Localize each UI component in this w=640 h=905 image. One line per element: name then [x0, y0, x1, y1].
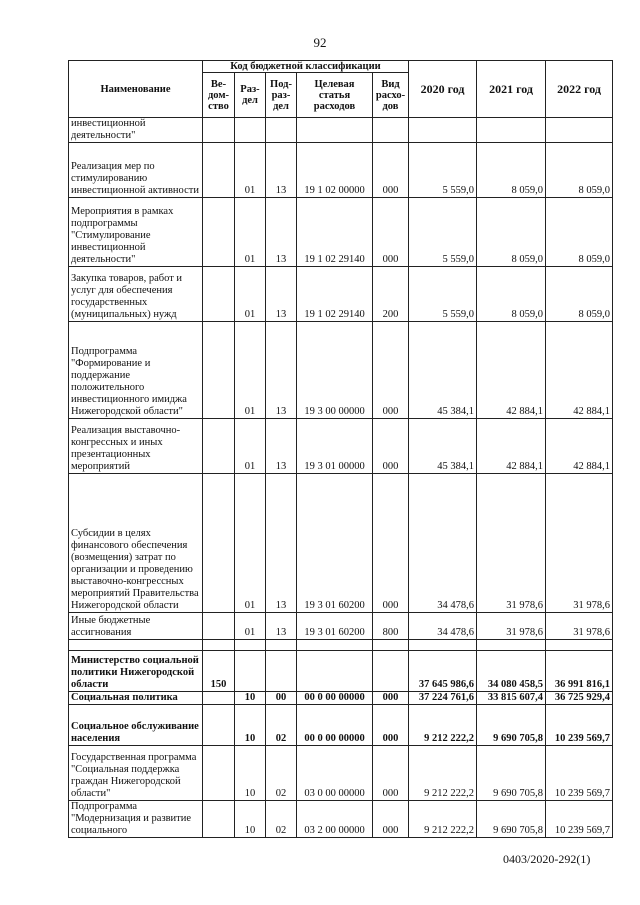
header-vr: Вид расхо-дов — [373, 73, 409, 118]
row-razd: 10 — [235, 692, 266, 705]
row-target-article: 19 3 01 60200 — [297, 474, 373, 613]
row-2022: 8 059,0 — [546, 143, 613, 198]
document-code: 0403/2020-292(1) — [503, 852, 591, 866]
row-2020: 45 384,1 — [409, 322, 477, 419]
row-name: Субсидии в целях финансового обеспечения (возмещения) затрат по организации и проведению выставочно-конгрессных мероприятий Правительства Нижегородской области — [69, 474, 203, 613]
table-row — [69, 419, 613, 474]
row-razd: 10 — [235, 746, 266, 801]
row-target-article: 19 1 02 29140 — [297, 267, 373, 322]
row-ved — [203, 801, 235, 838]
row-razd: 10 — [235, 705, 266, 746]
row-expense-type: 000 — [373, 705, 409, 746]
row-2022: 36 991 816,1 — [546, 651, 613, 692]
table-row — [69, 143, 613, 198]
row-2022: 10 239 569,7 — [546, 705, 613, 746]
row-podr — [266, 651, 297, 692]
row-2022 — [546, 118, 613, 143]
row-target-article: 19 3 01 60200 — [297, 613, 373, 640]
table-row — [69, 746, 613, 801]
row-target-article: 19 1 02 00000 — [297, 143, 373, 198]
row-expense-type: 800 — [373, 613, 409, 640]
row-ved — [203, 692, 235, 705]
table-row — [69, 705, 613, 746]
row-name: Закупка товаров, работ и услуг для обеспечения государственных (муниципальных) нужд — [69, 267, 203, 322]
row-razd — [235, 640, 266, 651]
row-2021: 9 690 705,8 — [477, 801, 546, 838]
row-2020 — [409, 640, 477, 651]
row-expense-type: 000 — [373, 322, 409, 419]
row-2022: 42 884,1 — [546, 322, 613, 419]
row-2021: 9 690 705,8 — [477, 705, 546, 746]
header-ved: Ве-дом-ство — [203, 73, 235, 118]
row-name: Социальное обслуживание населения — [69, 705, 203, 746]
row-razd: 01 — [235, 474, 266, 613]
row-2020: 5 559,0 — [409, 143, 477, 198]
row-target-article — [297, 640, 373, 651]
row-target-article: 19 3 00 00000 — [297, 322, 373, 419]
table-row — [69, 322, 613, 419]
row-2021: 31 978,6 — [477, 474, 546, 613]
row-razd: 01 — [235, 267, 266, 322]
row-2020 — [409, 118, 477, 143]
row-expense-type: 000 — [373, 198, 409, 267]
row-2021: 42 884,1 — [477, 419, 546, 474]
row-podr: 13 — [266, 419, 297, 474]
row-ved — [203, 705, 235, 746]
table-row — [69, 640, 613, 651]
table-row — [69, 474, 613, 613]
row-expense-type: 000 — [373, 474, 409, 613]
row-2021: 9 690 705,8 — [477, 746, 546, 801]
table-row — [69, 651, 613, 692]
row-expense-type: 000 — [373, 419, 409, 474]
row-podr: 00 — [266, 692, 297, 705]
table-row — [69, 801, 613, 838]
row-ved — [203, 474, 235, 613]
row-ved — [203, 267, 235, 322]
row-razd — [235, 118, 266, 143]
row-2021: 8 059,0 — [477, 267, 546, 322]
row-2022: 10 239 569,7 — [546, 801, 613, 838]
row-ved — [203, 143, 235, 198]
row-expense-type: 000 — [373, 692, 409, 705]
row-2022: 10 239 569,7 — [546, 746, 613, 801]
row-2022: 31 978,6 — [546, 474, 613, 613]
row-2021 — [477, 118, 546, 143]
row-razd: 01 — [235, 198, 266, 267]
row-2020: 34 478,6 — [409, 474, 477, 613]
row-podr: 13 — [266, 143, 297, 198]
row-name: Подпрограмма "Формирование и поддержание положительного инвестиционного имиджа Нижегородской области" — [69, 322, 203, 419]
header-year-2022: 2022 год — [546, 61, 613, 118]
row-2021: 31 978,6 — [477, 613, 546, 640]
row-podr: 02 — [266, 705, 297, 746]
row-2021: 34 080 458,5 — [477, 651, 546, 692]
row-name: Подпрограмма "Модернизация и развитие социального — [69, 801, 203, 838]
table-row — [69, 692, 613, 705]
header-year-2021: 2021 год — [477, 61, 546, 118]
row-ved: 150 — [203, 651, 235, 692]
row-2022: 36 725 929,4 — [546, 692, 613, 705]
row-expense-type — [373, 651, 409, 692]
row-target-article: 19 3 01 00000 — [297, 419, 373, 474]
row-ved — [203, 118, 235, 143]
header-name: Наименование — [69, 61, 203, 118]
row-2022 — [546, 640, 613, 651]
row-name: Иные бюджетные ассигнования — [69, 613, 203, 640]
row-ved — [203, 322, 235, 419]
row-expense-type: 000 — [373, 746, 409, 801]
table-row — [69, 198, 613, 267]
row-expense-type — [373, 640, 409, 651]
row-name: Государственная программа "Социальная поддержка граждан Нижегородской области" — [69, 746, 203, 801]
row-razd: 01 — [235, 322, 266, 419]
row-podr — [266, 118, 297, 143]
row-2021 — [477, 640, 546, 651]
row-expense-type: 200 — [373, 267, 409, 322]
row-2022: 31 978,6 — [546, 613, 613, 640]
row-name: Реализация мер по стимулированию инвестиционной активности — [69, 143, 203, 198]
row-target-article — [297, 118, 373, 143]
row-razd: 01 — [235, 419, 266, 474]
row-name: Министерство социальной политики Нижегородской области — [69, 651, 203, 692]
row-ved — [203, 640, 235, 651]
row-target-article: 00 0 00 00000 — [297, 705, 373, 746]
header-razd: Раз-дел — [235, 73, 266, 118]
row-2020: 34 478,6 — [409, 613, 477, 640]
row-2020: 45 384,1 — [409, 419, 477, 474]
row-2020: 37 224 761,6 — [409, 692, 477, 705]
header-cs: Целевая статья расходов — [297, 73, 373, 118]
row-2020: 37 645 986,6 — [409, 651, 477, 692]
row-expense-type — [373, 118, 409, 143]
row-2021: 8 059,0 — [477, 198, 546, 267]
row-2020: 5 559,0 — [409, 267, 477, 322]
row-2020: 9 212 222,2 — [409, 801, 477, 838]
row-name: Реализация выставочно-конгрессных и иных презентационных мероприятий — [69, 419, 203, 474]
table-row — [69, 267, 613, 322]
row-name: Социальная политика — [69, 692, 203, 705]
row-name: Мероприятия в рамках подпрограммы "Стимулирование инвестиционной деятельности" — [69, 198, 203, 267]
row-target-article: 00 0 00 00000 — [297, 692, 373, 705]
row-2021: 8 059,0 — [477, 143, 546, 198]
row-podr: 13 — [266, 474, 297, 613]
row-podr: 02 — [266, 746, 297, 801]
row-expense-type: 000 — [373, 143, 409, 198]
row-expense-type: 000 — [373, 801, 409, 838]
row-target-article — [297, 651, 373, 692]
row-podr: 13 — [266, 267, 297, 322]
header-year-2020: 2020 год — [409, 61, 477, 118]
table-row — [69, 118, 613, 143]
row-2020: 9 212 222,2 — [409, 705, 477, 746]
header-code-group: Код бюджетной классификации — [203, 61, 409, 73]
budget-table — [68, 60, 613, 838]
header-podr: Под-раз-дел — [266, 73, 297, 118]
table-row — [69, 613, 613, 640]
row-razd: 01 — [235, 143, 266, 198]
row-name: инвестиционной деятельности" — [69, 118, 203, 143]
row-2022: 42 884,1 — [546, 419, 613, 474]
row-razd: 10 — [235, 801, 266, 838]
row-ved — [203, 419, 235, 474]
row-2021: 42 884,1 — [477, 322, 546, 419]
row-razd — [235, 651, 266, 692]
row-2020: 9 212 222,2 — [409, 746, 477, 801]
row-2020: 5 559,0 — [409, 198, 477, 267]
row-2022: 8 059,0 — [546, 267, 613, 322]
row-ved — [203, 198, 235, 267]
row-podr: 13 — [266, 613, 297, 640]
row-target-article: 03 0 00 00000 — [297, 746, 373, 801]
row-ved — [203, 613, 235, 640]
page-number: 92 — [313, 35, 327, 50]
row-target-article: 19 1 02 29140 — [297, 198, 373, 267]
row-podr: 13 — [266, 198, 297, 267]
row-razd: 01 — [235, 613, 266, 640]
row-podr: 13 — [266, 322, 297, 419]
row-2021: 33 815 607,4 — [477, 692, 546, 705]
row-podr — [266, 640, 297, 651]
row-podr: 02 — [266, 801, 297, 838]
row-2022: 8 059,0 — [546, 198, 613, 267]
row-ved — [203, 746, 235, 801]
row-target-article: 03 2 00 00000 — [297, 801, 373, 838]
row-name — [69, 640, 203, 651]
